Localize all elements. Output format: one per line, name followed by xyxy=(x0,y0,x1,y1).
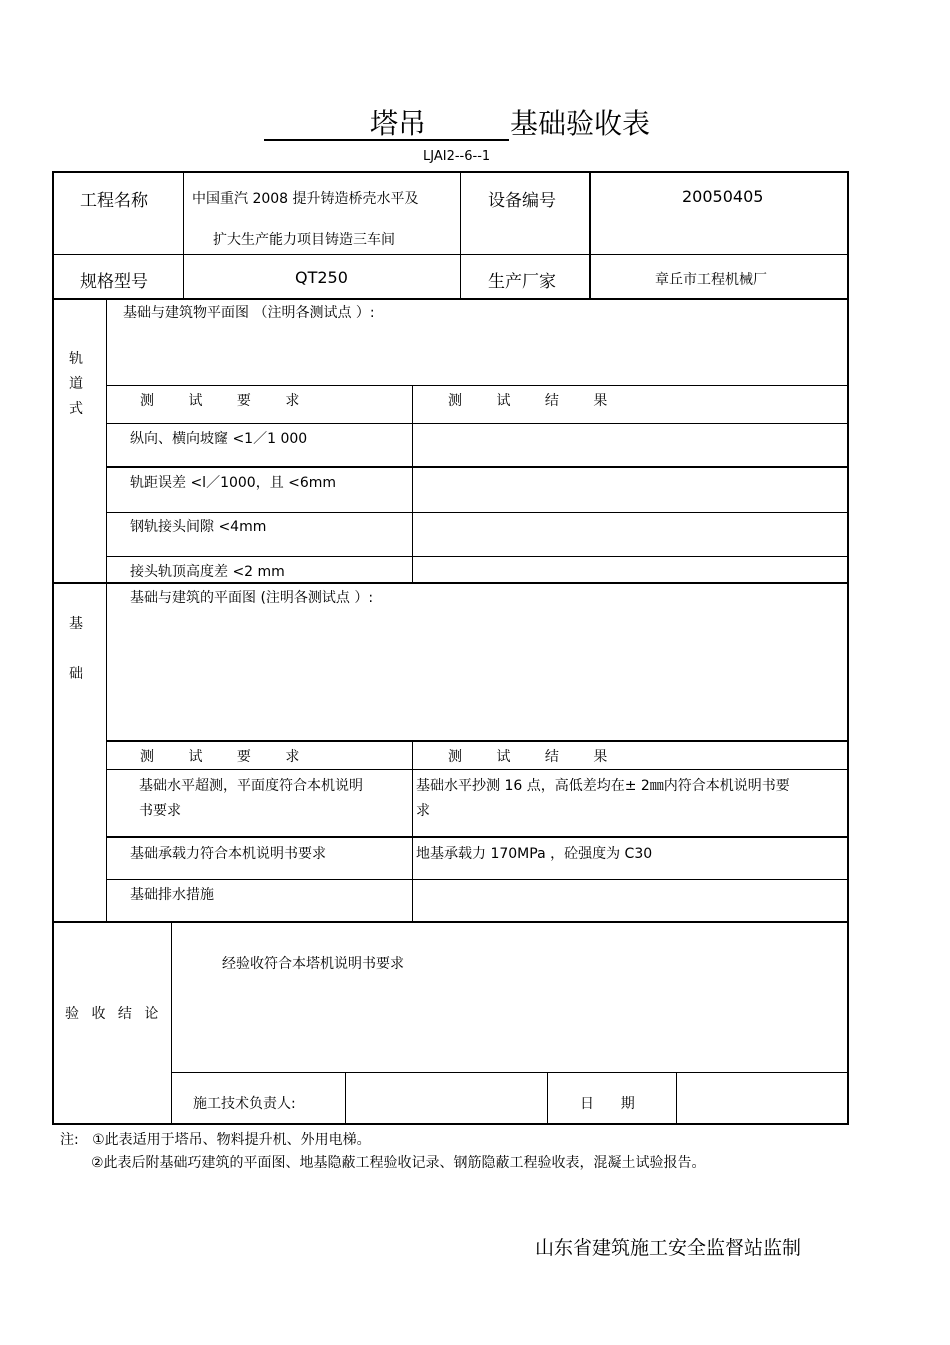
rule xyxy=(106,466,849,468)
rule xyxy=(171,921,172,1125)
rule xyxy=(676,1072,677,1125)
rule xyxy=(106,423,849,424)
manufacturer-label: 生产厂家 xyxy=(488,272,556,292)
note-line-1: 注: ①此表适用于塔吊、物料提升机、外用电梯。 xyxy=(60,1132,371,1148)
form-title-part1: 塔吊 xyxy=(370,107,427,140)
foundation-row-2-requirement: 基础承载力符合本机说明书要求 xyxy=(130,846,326,862)
rule xyxy=(106,836,849,838)
form-code: LJAI2--6--1 xyxy=(423,149,491,164)
rule xyxy=(106,879,849,880)
foundation-row-1-result-line1: 基础水平抄测 16 点，高低差均在± 2㎜内符合本机说明书要 xyxy=(416,778,790,794)
rule xyxy=(106,740,849,742)
rule xyxy=(52,254,849,255)
rule xyxy=(460,171,461,299)
rule xyxy=(106,512,849,513)
model-value: QT250 xyxy=(295,268,348,287)
model-label: 规格型号 xyxy=(80,272,148,292)
track-row-4-requirement: 接头轨顶高度差 <2 mm xyxy=(130,564,285,580)
rule xyxy=(412,385,413,583)
rule xyxy=(52,298,849,300)
foundation-row-1-requirement-line2: 书要求 xyxy=(139,803,181,819)
conclusion-text: 经验收符合本塔机说明书要求 xyxy=(222,956,404,972)
equipment-no-value: 20050405 xyxy=(682,187,764,206)
foundation-plan-label: 基础与建筑的平面图 (注明各测试点 ）: xyxy=(130,590,374,606)
project-name-label: 工程名称 xyxy=(80,191,148,211)
rule xyxy=(106,556,849,557)
foundation-side-label-2: 础 xyxy=(69,666,83,682)
rule xyxy=(52,582,849,584)
foundation-row-2-result: 地基承载力 170MPa ，砼强度为 C30 xyxy=(416,846,653,862)
form-title-part2: 基础验收表 xyxy=(510,107,651,140)
foundation-row-3-requirement: 基础排水措施 xyxy=(130,887,214,903)
track-res-header: 测 试 结 果 xyxy=(448,393,608,409)
conclusion-label: 验 收 结 论 xyxy=(65,1006,163,1022)
rule xyxy=(547,1072,548,1125)
rule xyxy=(412,740,413,922)
track-row-1-requirement: 纵向、横向坡窿 <1／1 000 xyxy=(130,431,308,447)
rule xyxy=(106,385,849,386)
rule xyxy=(345,1072,346,1125)
foundation-row-1-requirement-line1: 基础水平超测，平面度符合本机说明 xyxy=(139,778,363,794)
foundation-row-1-result-line2: 求 xyxy=(416,803,430,819)
rule xyxy=(589,171,591,299)
date-label: 日 期 xyxy=(580,1096,635,1112)
foundation-side-label-1: 基 xyxy=(69,616,83,632)
rule xyxy=(106,769,849,770)
track-row-3-requirement: 钢轨接头间隙 <4mm xyxy=(130,519,267,535)
rule xyxy=(106,298,107,922)
rule xyxy=(183,171,184,299)
equipment-no-label: 设备编号 xyxy=(488,191,556,211)
tech-lead-label: 施工技术负责人: xyxy=(193,1096,296,1112)
track-row-2-requirement: 轨距误差 <l／1000，且 <6mm xyxy=(130,475,337,491)
track-req-header: 测 试 要 求 xyxy=(140,393,300,409)
project-name-line1: 中国重汽 2008 提升铸造桥壳水平及 xyxy=(192,191,419,207)
manufacturer-value: 章丘市工程机械厂 xyxy=(655,272,767,288)
track-plan-label: 基础与建筑物平面图 （注明各测试点 ）: xyxy=(123,305,375,321)
note-line-2: ②此表后附基础巧建筑的平面图、地基隐蔽工程验收记录、钢筋隐蔽工程验收表，混凝土试验报告。 xyxy=(91,1155,706,1171)
foundation-res-header: 测 试 结 果 xyxy=(448,749,608,765)
issuer-footer: 山东省建筑施工安全监督站监制 xyxy=(535,1237,802,1259)
rule xyxy=(171,1072,849,1073)
project-name-line2: 扩大生产能力项目铸造三车间 xyxy=(213,232,395,248)
track-side-label: 轨 道 式 xyxy=(69,351,83,417)
foundation-req-header: 测 试 要 求 xyxy=(140,749,300,765)
